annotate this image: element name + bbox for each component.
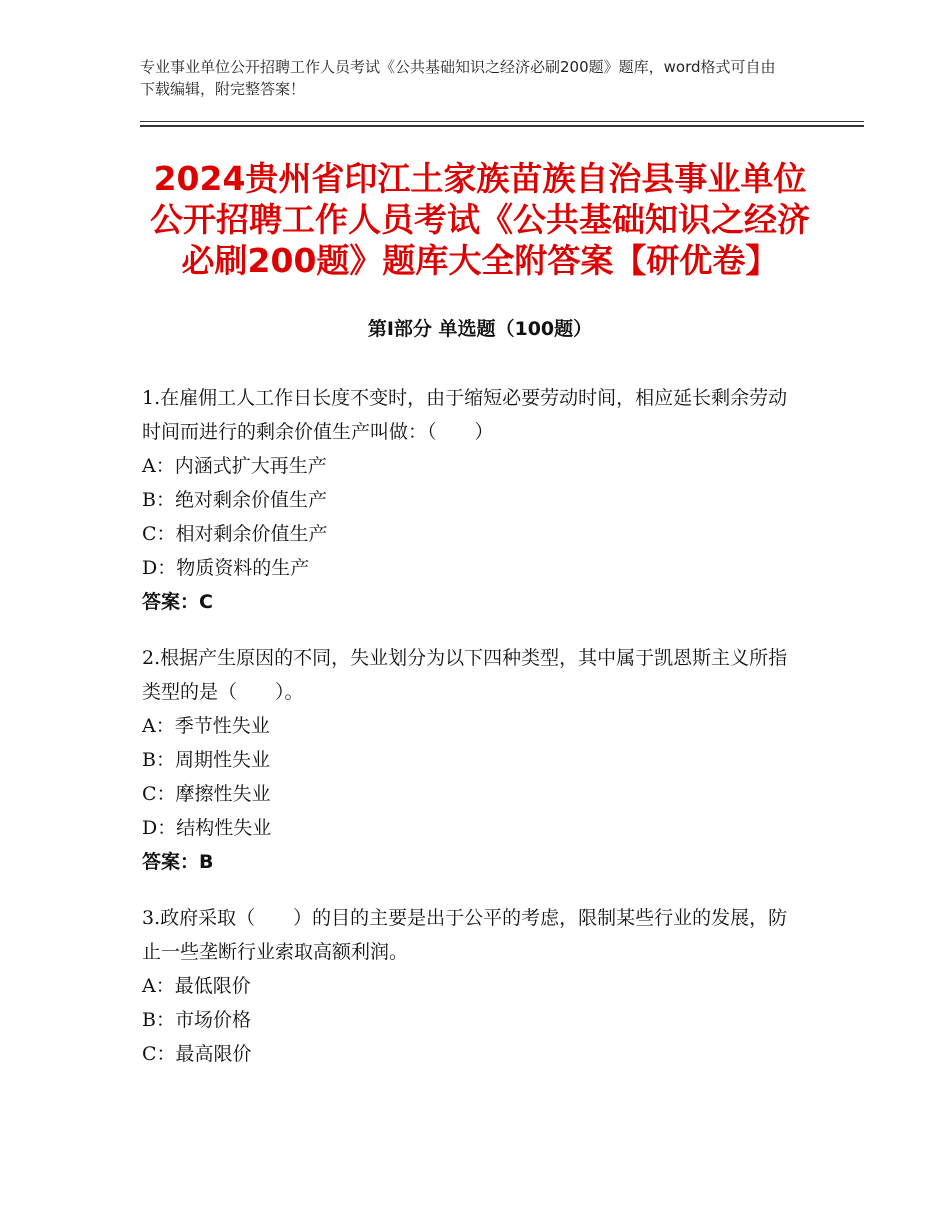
option-d: D：物质资料的生产 [142, 557, 310, 579]
question-stem: 3.政府采取（ ）的目的主要是出于公平的考虑，限制某些行业的发展，防止一些垄断行业索取高额利润。 [142, 907, 788, 963]
option-a: A：季节性失业 [142, 715, 270, 737]
option-c: C：摩擦性失业 [142, 783, 271, 805]
answer: 答案：C [142, 591, 213, 613]
option-b: B：周期性失业 [142, 749, 270, 771]
question-3 [142, 901, 802, 1071]
option-c: C：最高限价 [142, 1043, 252, 1065]
question-1 [142, 381, 802, 619]
question-list [142, 381, 802, 1093]
document-title: 2024贵州省印江土家族苗族自治县事业单位公开招聘工作人员考试《公共基础知识之经济必刷200题》题库大全附答案【研优卷】 [150, 159, 810, 280]
option-c: C：相对剩余价值生产 [142, 523, 328, 545]
answer: 答案：B [142, 851, 214, 873]
section-heading: 第Ⅰ部分 单选题（100题） [367, 318, 593, 340]
option-b: B：市场价格 [142, 1009, 251, 1031]
option-a: A：内涵式扩大再生产 [142, 455, 327, 477]
question-stem: 1.在雇佣工人工作日长度不变时，由于缩短必要劳动时间，相应延长剩余劳动时间而进行的剩余价值生产叫做：（ ） [142, 387, 788, 443]
question-2 [142, 641, 802, 879]
option-b: B：绝对剩余价值生产 [142, 489, 327, 511]
question-stem: 2.根据产生原因的不同，失业划分为以下四种类型，其中属于凯恩斯主义所指类型的是（ ）。 [142, 647, 788, 703]
header-note: 专业事业单位公开招聘工作人员考试《公共基础知识之经济必刷200题》题库，word格式可自由下载编辑，附完整答案！ [140, 58, 776, 98]
header-rule-thin [140, 121, 864, 122]
option-d: D：结构性失业 [142, 817, 272, 839]
option-a: A：最低限价 [142, 975, 251, 997]
header-rule-thick [140, 125, 864, 127]
